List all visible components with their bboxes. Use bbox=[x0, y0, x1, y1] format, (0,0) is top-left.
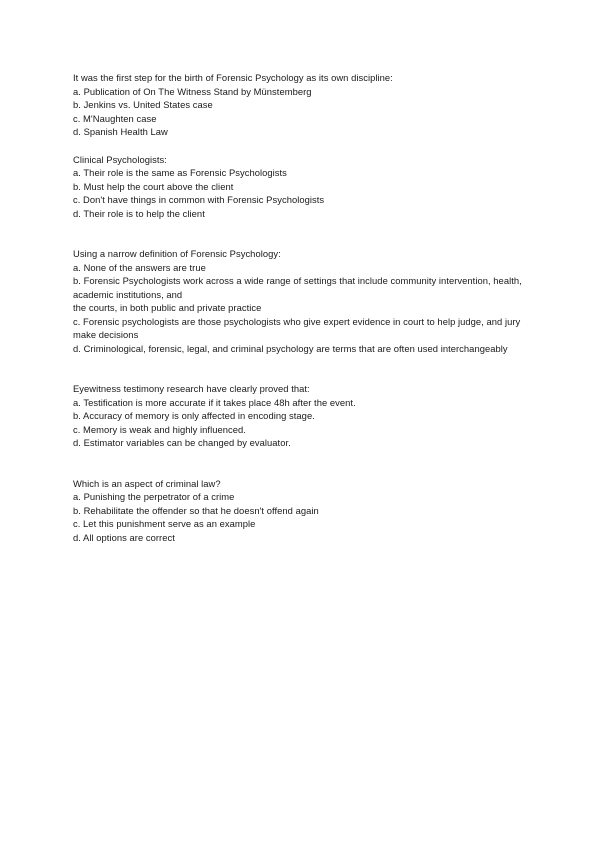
answer-option: d. Criminological, forensic, legal, and criminal psychology are terms that are often used interchangeably bbox=[73, 342, 508, 354]
question-1 bbox=[73, 71, 533, 139]
question-prompt: Clinical Psychologists: bbox=[73, 153, 167, 165]
question-prompt: Which is an aspect of criminal law? bbox=[73, 477, 221, 489]
answer-option-continuation: the courts, in both public and private practice bbox=[73, 302, 262, 313]
answer-option: c. Memory is weak and highly influenced. bbox=[73, 423, 246, 435]
answer-option: d. Spanish Health Law bbox=[73, 126, 168, 137]
answer-option: a. Testification is more accurate if it takes place 48h after the event. bbox=[73, 396, 356, 408]
answer-option: a. Punishing the perpetrator of a crime bbox=[73, 491, 235, 502]
spacer bbox=[73, 139, 533, 153]
answer-option: c. Let this punishment serve as an example bbox=[73, 518, 256, 529]
document-content bbox=[73, 71, 533, 544]
answer-option: b. Forensic Psychologists work across a wide range of settings that include community intervention, health, academic institutions, and bbox=[73, 275, 522, 300]
question-prompt: Eyewitness testimony research have clearly proved that: bbox=[73, 383, 310, 394]
answer-option: a. None of the answers are true bbox=[73, 261, 206, 273]
spacer bbox=[73, 220, 533, 247]
answer-option: c. Don't have things in common with Forensic Psychologists bbox=[73, 194, 325, 205]
answer-option: b. Jenkins vs. United States case bbox=[73, 99, 213, 110]
answer-option: c. Forensic psychologists are those psychologists who give expert evidence in court to help judge, and jury make decisions bbox=[73, 315, 521, 340]
answer-option: c. M'Naughten case bbox=[73, 112, 157, 124]
question-3 bbox=[73, 247, 533, 355]
question-prompt: Using a narrow definition of Forensic Psychology: bbox=[73, 248, 281, 259]
spacer bbox=[73, 355, 533, 382]
question-4 bbox=[73, 382, 533, 450]
answer-option: b. Accuracy of memory is only affected in encoding stage. bbox=[73, 410, 315, 421]
answer-option: b. Must help the court above the client bbox=[73, 180, 234, 192]
spacer bbox=[73, 450, 533, 477]
answer-option: d. Estimator variables can be changed by evaluator. bbox=[73, 437, 291, 448]
answer-option: b. Rehabilitate the offender so that he doesn't offend again bbox=[73, 504, 319, 516]
question-2 bbox=[73, 153, 533, 221]
answer-option: d. All options are correct bbox=[73, 531, 175, 543]
question-5 bbox=[73, 477, 533, 545]
question-prompt: It was the first step for the birth of Forensic Psychology as its own discipline: bbox=[73, 72, 393, 83]
answer-option: a. Their role is the same as Forensic Psychologists bbox=[73, 167, 287, 178]
answer-option: a. Publication of On The Witness Stand by Münstemberg bbox=[73, 85, 312, 97]
answer-option: d. Their role is to help the client bbox=[73, 207, 205, 219]
